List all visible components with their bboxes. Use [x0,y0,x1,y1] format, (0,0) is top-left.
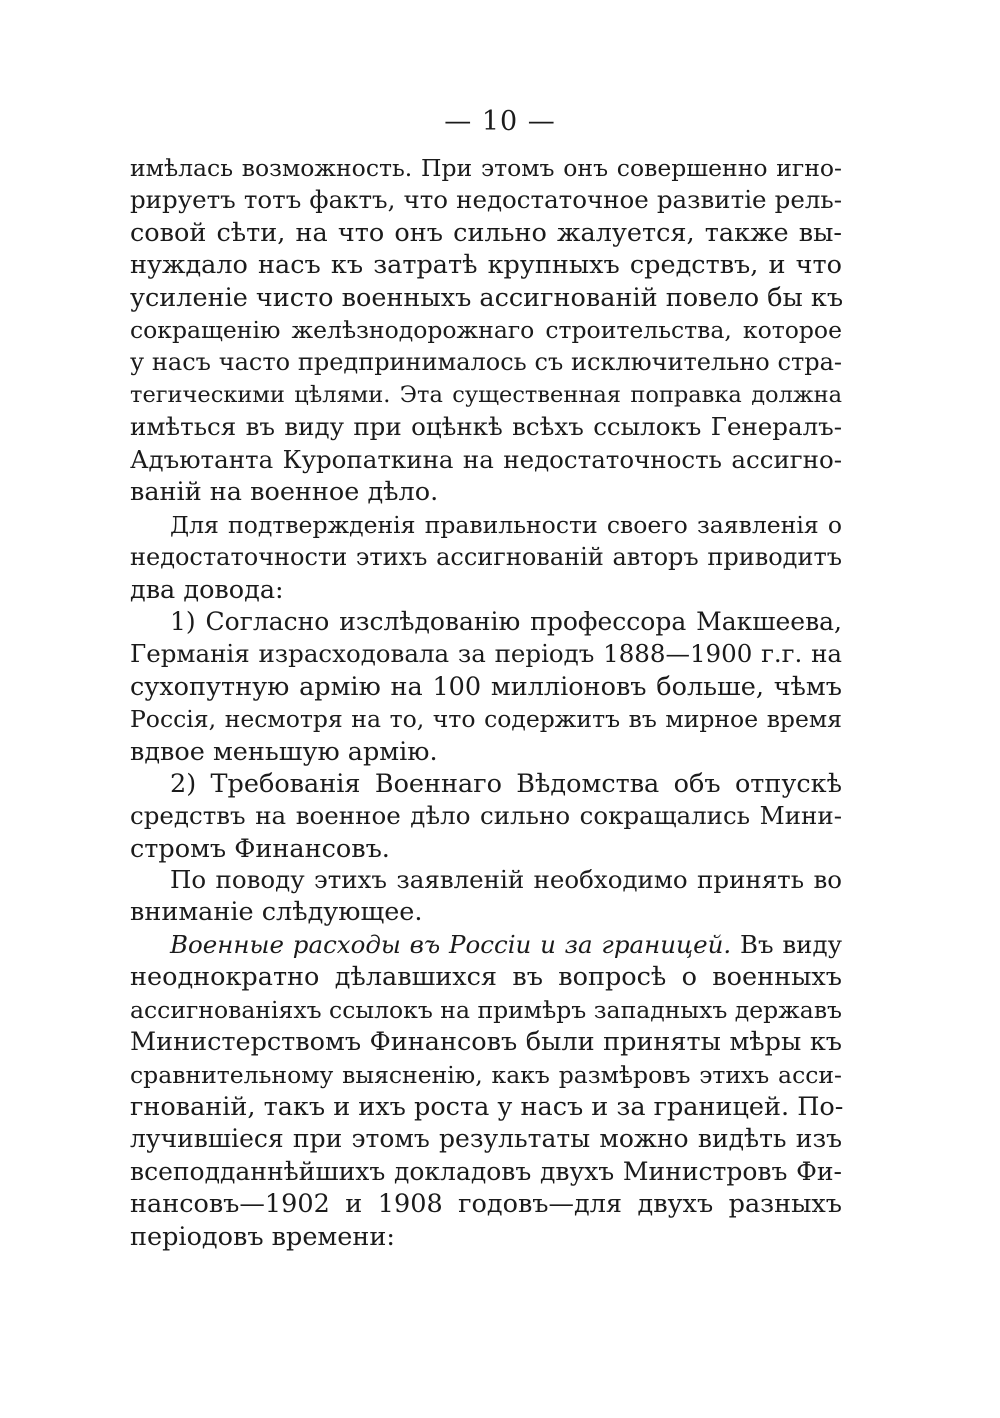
text-line: нуждало насъ къ затратѣ крупныхъ средствъ, и что [130,250,842,281]
lead-line-rest: Въ виду [731,930,842,959]
text-line: недостаточности этихъ ассигнованій авторъ приводитъ [130,543,842,572]
paragraph-6 [130,929,842,1253]
text-line: средствъ на военное дѣло сильно сокращались Мини- [130,801,842,831]
paragraph-1 [130,152,842,508]
paragraph-4 [130,768,842,865]
text-line: Для подтвержденія правильности своего заявленія о [170,511,842,539]
text-line: 2) Требованія Военнаго Вѣдомства объ отпускѣ [170,769,842,799]
paragraph-5 [130,864,842,929]
text-line: сравнительному выясненію, какъ размѣровъ этихъ асси- [130,1060,842,1089]
paragraph-3 [130,606,842,768]
text-line-lead [130,929,842,961]
text-line: нансовъ—1902 и 1908 годовъ—для двухъ разныхъ [130,1189,842,1220]
text-line: неоднократно дѣлавшихся въ вопросѣ о военныхъ [130,962,842,993]
page-number: — 10 — [444,106,556,137]
text-line: стромъ Финансовъ. [130,833,390,864]
text-line: имѣться въ виду при оцѣнкѣ всѣхъ ссылокъ Генералъ- [130,412,842,442]
text-line: Министерствомъ Финансовъ были приняты мѣры къ [130,1027,842,1058]
text-line: гнованій, такъ и ихъ роста у насъ и за границей. По- [130,1091,844,1122]
text-line: ассигнованіяхъ ссылокъ на примѣръ западныхъ державъ [130,995,842,1024]
paragraph-2 [130,509,842,606]
text-line: у насъ часто предпринималось съ исключительно стра- [130,348,842,377]
text-line: всеподданнѣйшихъ докладовъ двухъ Министровъ Фи- [130,1156,842,1186]
text-line: По поводу этихъ заявленій необходимо принять во [170,865,842,894]
text-line: вниманіе слѣдующее. [130,897,423,928]
text-line: лучившіеся при этомъ результаты можно видѣть изъ [130,1124,842,1154]
text-line: Германія израсходовала за періодъ 1888—1900 г.г. на [130,639,842,669]
text-line: Адъютанта Куропаткина на недостаточность ассигно- [130,444,842,474]
text-line: усиленіе чисто военныхъ ассигнованій повело бы къ [130,282,844,313]
text-line: ваній на военное дѣло. [130,476,439,507]
text-line: періодовъ времени: [130,1221,395,1252]
text-line: сухопутную армію на 100 милліоновъ больше, чѣмъ [130,671,842,702]
text-line: 1) Согласно изслѣдованію профессора Макшеева, [170,607,842,636]
text-line: вдвое меньшую армію. [130,736,438,767]
text-line: имѣлась возможность. При этомъ онъ совершенно игно- [130,154,842,182]
text-line: совой сѣти, на что онъ сильно жалуется, также вы- [130,217,842,248]
text-line: рируетъ тотъ фактъ, что недостаточное развитіе рель- [130,185,842,215]
text-line: тегическими цѣлями. Эта существенная поправка должна [130,381,842,408]
text-line: два довода: [130,574,284,605]
section-lead-italic: Военные расходы въ Россіи и за границей. [170,930,732,959]
text-line: Россія, несмотря на то, что содержитъ въ мирное время [130,705,842,734]
text-line: сокращенію желѣзнодорожнаго строительства, которое [130,315,842,344]
